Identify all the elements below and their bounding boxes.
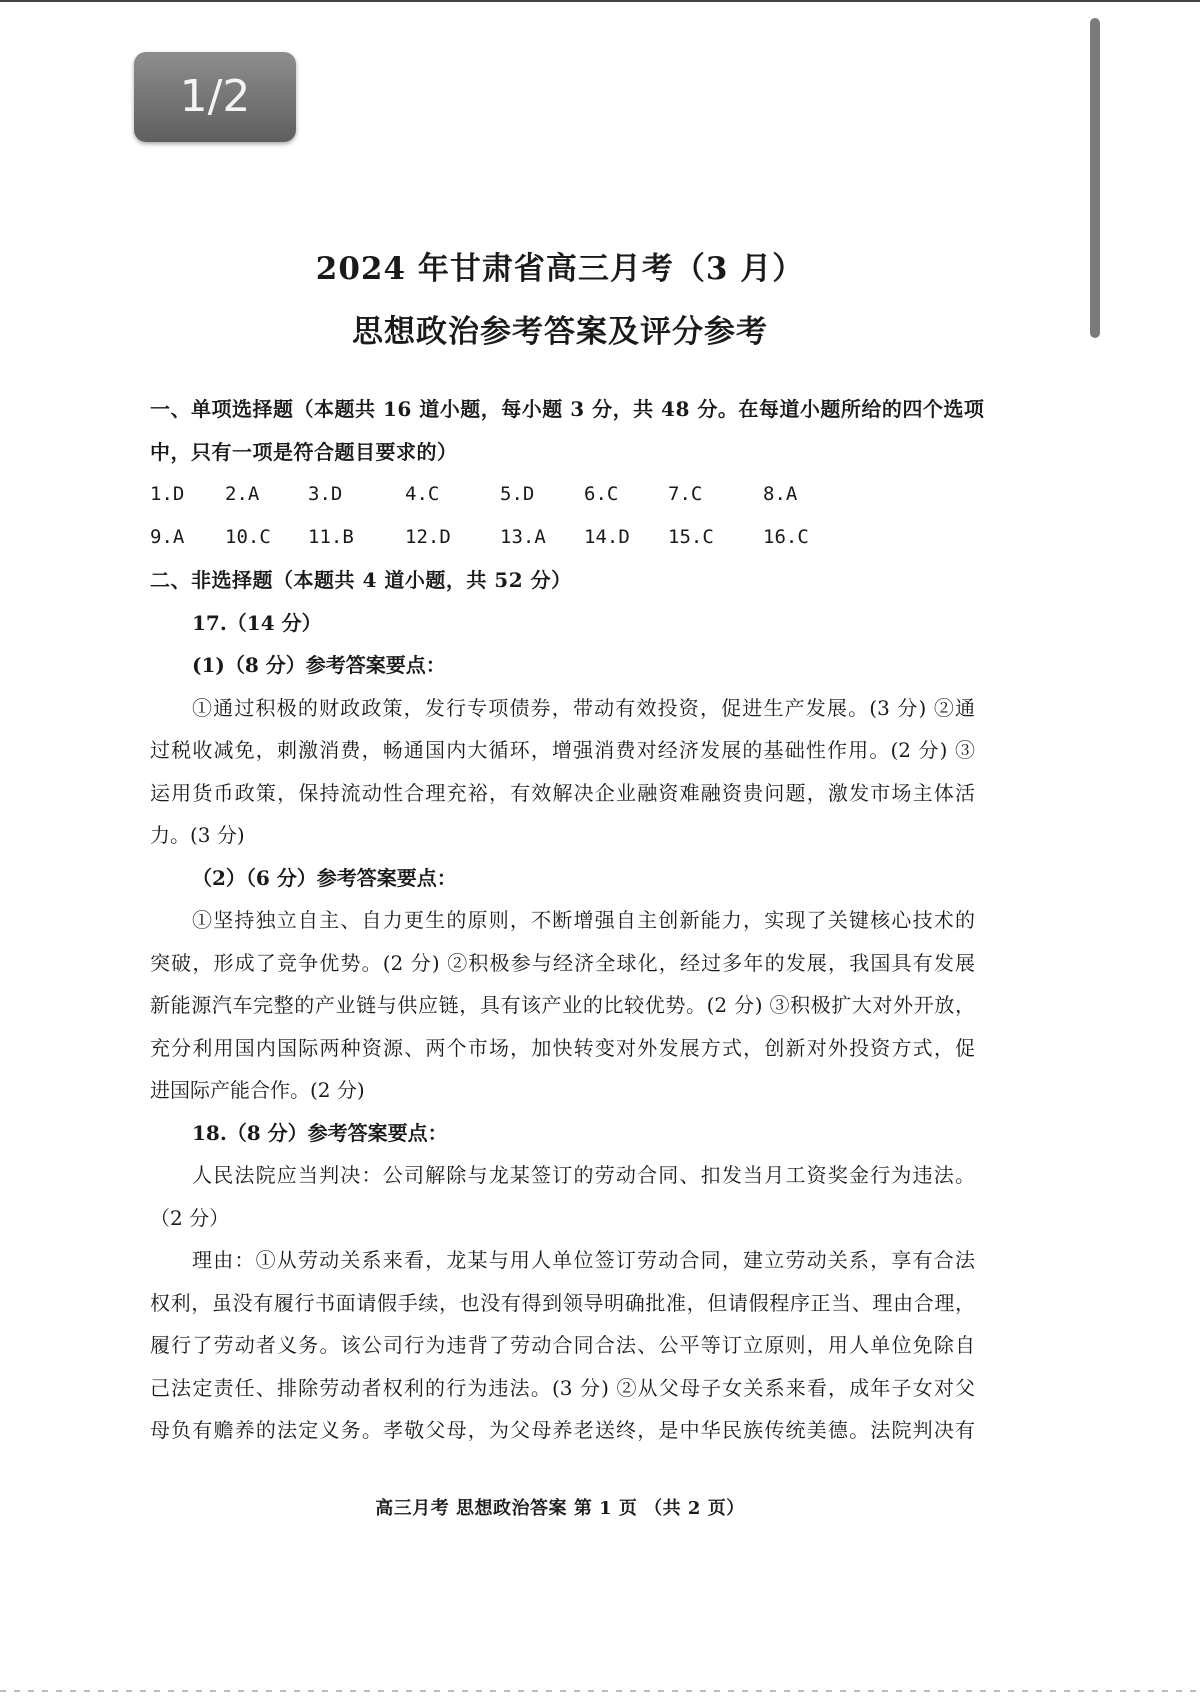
answer-item: 7.C <box>668 483 703 505</box>
paragraph-line: 充分利用国内国际两种资源、两个市场，加快转变对外发展方式，创新对外投资方式，促 <box>150 1035 975 1060</box>
answer-item: 16.C <box>763 526 809 548</box>
paragraph-line: 人民法院应当判决：公司解除与龙某签订的劳动合同、扣发当月工资奖金行为违法。 <box>192 1163 975 1187</box>
page-indicator-badge: 1/2 <box>134 52 296 142</box>
answer-row-1 <box>150 473 975 516</box>
answer-item: 3.D <box>308 483 343 505</box>
section1-heading-cont: 中，只有一项是符合题目要求的） <box>150 439 458 464</box>
answer-item: 4.C <box>405 483 440 505</box>
answer-item: 2.A <box>225 483 260 505</box>
q17-heading: 17.（14 分） <box>192 610 322 635</box>
paragraph-line: 母负有赡养的法定义务。孝敬父母，为父母养老送终，是中华民族传统美德。法院判决有 <box>150 1418 975 1442</box>
answer-item: 10.C <box>225 526 271 548</box>
paragraph-line: 突破，形成了竞争优势。(2 分) ②积极参与经济全球化，经过多年的发展，我国具有发展 <box>150 950 975 975</box>
section1-heading: 一、单项选择题（本题共 16 道小题，每小题 3 分，共 48 分。在每道小题所给的四个选项 <box>150 397 985 421</box>
document-body <box>150 388 985 1452</box>
vertical-scrollbar[interactable] <box>1090 18 1100 338</box>
q18-heading: 18.（8 分）参考答案要点： <box>192 1120 448 1145</box>
section2-heading: 二、非选择题（本题共 4 道小题，共 52 分） <box>150 568 572 592</box>
paragraph-line: 力。(3 分) <box>150 823 245 847</box>
answer-item: 14.D <box>584 526 630 548</box>
answer-item: 12.D <box>405 526 451 548</box>
paragraph-line: 权利，虽没有履行书面请假手续，也没有得到领导明确批准，但请假程序正当、理由合理， <box>150 1290 975 1315</box>
answer-item: 13.A <box>500 526 546 548</box>
answer-item: 1.D <box>150 483 185 505</box>
document-subtitle: 思想政治参考答案及评分参考 <box>352 314 768 350</box>
answer-item: 15.C <box>668 526 714 548</box>
paragraph-line: 理由：①从劳动关系来看，龙某与用人单位签订劳动合同，建立劳动关系，享有合法 <box>192 1248 975 1272</box>
top-border <box>0 0 1200 2</box>
bottom-edge <box>0 1690 1200 1692</box>
answer-item: 9.A <box>150 526 185 548</box>
document-title: 2024 年甘肃省高三月考（3 月） <box>315 251 805 287</box>
page-footer: 高三月考 思想政治答案 第 1 页 （共 2 页） <box>375 1498 745 1519</box>
q17-part1-heading: (1)（8 分）参考答案要点： <box>192 653 446 677</box>
paragraph-line: ①通过积极的财政政策，发行专项债券，带动有效投资，促进生产发展。(3 分) ②通 <box>192 695 975 720</box>
paragraph-line: 新能源汽车完整的产业链与供应链，具有该产业的比较优势。(2 分) ③积极扩大对外开放， <box>150 993 975 1017</box>
answer-item: 8.A <box>763 483 798 505</box>
paragraph-line: 运用货币政策，保持流动性合理充裕，有效解决企业融资难融资贵问题，激发市场主体活 <box>150 780 975 805</box>
paragraph-line: ①坚持独立自主、自力更生的原则，不断增强自主创新能力，实现了关键核心技术的 <box>192 908 975 932</box>
answer-row-2 <box>150 516 975 559</box>
paragraph-line: 过税收减免，刺激消费，畅通国内大循环，增强消费对经济发展的基础性作用。(2 分) ③ <box>150 738 975 762</box>
q17-part2-heading: （2）（6 分）参考答案要点： <box>192 865 457 890</box>
scrollbar-thumb[interactable] <box>1090 18 1100 338</box>
paragraph-line: 己法定责任、排除劳动者权利的行为违法。(3 分) ②从父母子女关系来看，成年子女对父 <box>150 1375 975 1400</box>
answer-item: 11.B <box>308 526 354 548</box>
answer-item: 5.D <box>500 483 535 505</box>
paragraph-line: 履行了劳动者义务。该公司行为违背了劳动合同合法、公平等订立原则，用人单位免除自 <box>150 1333 975 1357</box>
answer-item: 6.C <box>584 483 619 505</box>
paragraph-line: （2 分） <box>150 1205 230 1230</box>
paragraph-line: 进国际产能合作。(2 分) <box>150 1078 365 1102</box>
